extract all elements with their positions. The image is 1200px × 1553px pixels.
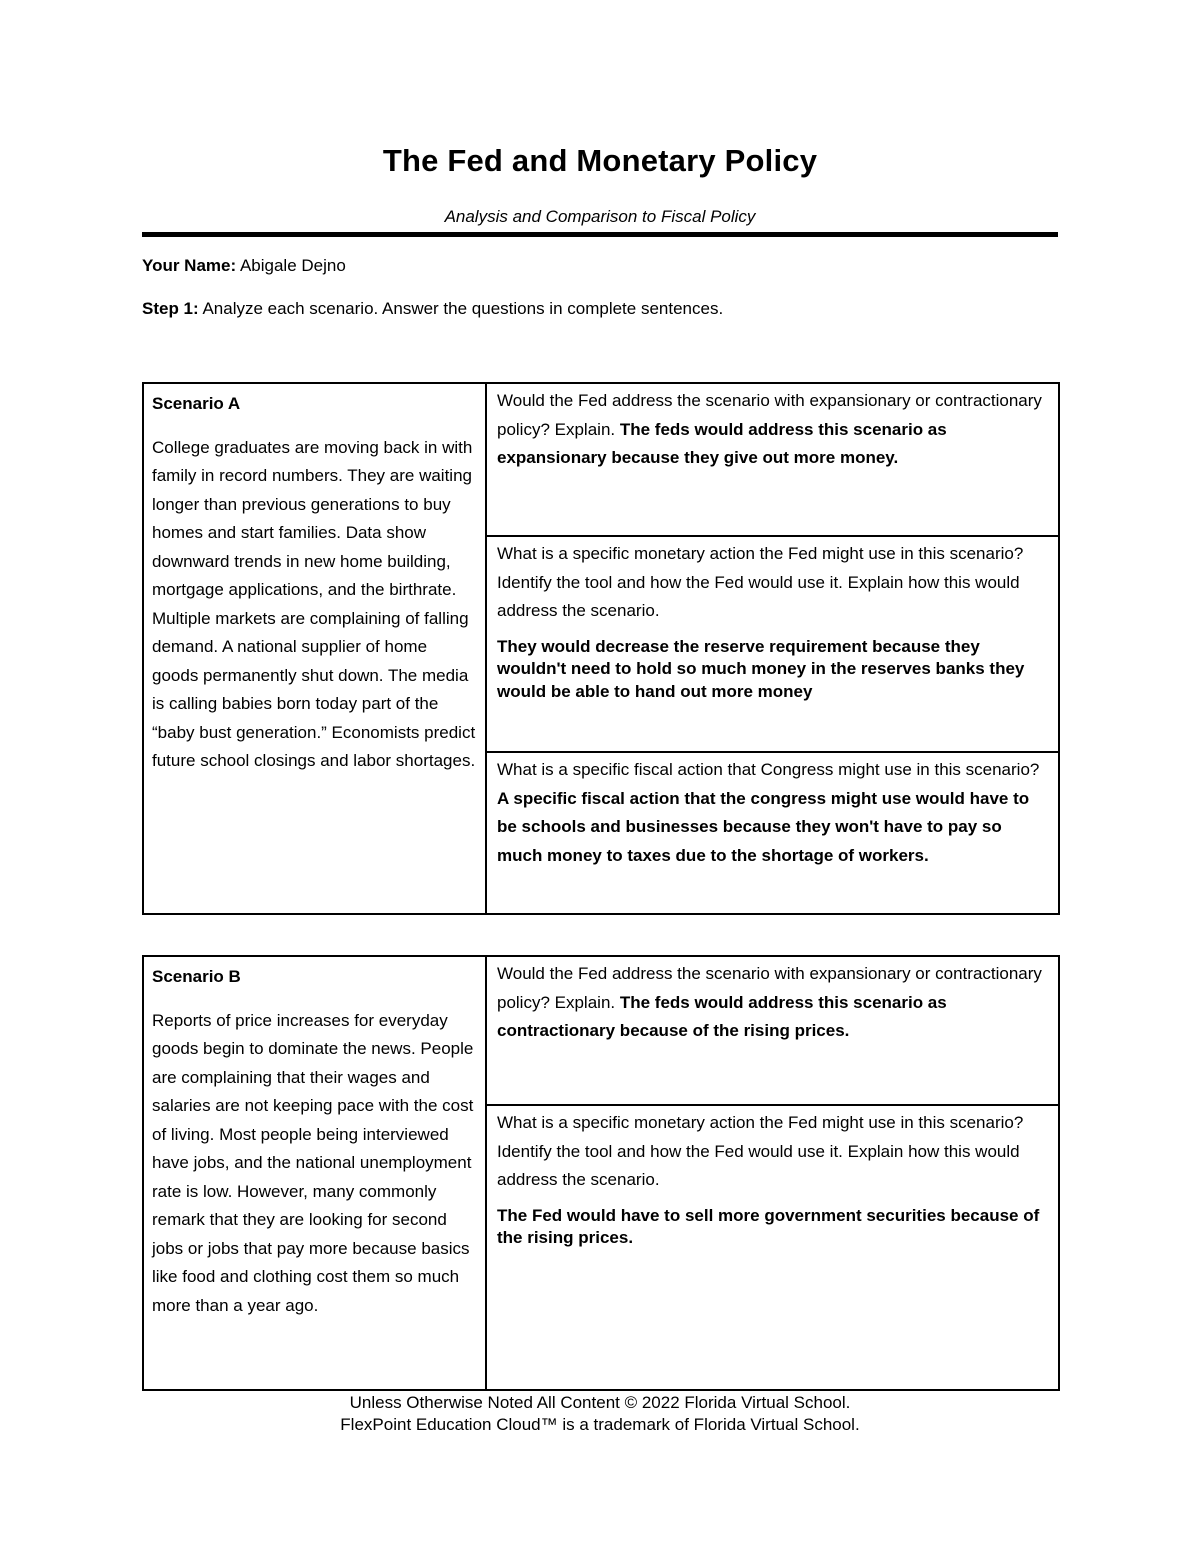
scenario-a-answer-2: They would decrease the reserve requirement because they wouldn't need to hold so much money in the reserves banks they would be able to hand out more money xyxy=(497,636,1025,701)
scenario-a-question-3-cell xyxy=(487,753,1058,913)
student-name-label: Your Name: xyxy=(142,256,237,275)
scenario-b-question-2: What is a specific monetary action the Fed might use in this scenario? Identify the tool and how the Fed would use it. Explain how this would address the scenario. xyxy=(497,1113,1024,1189)
scenario-b-question-2-cell xyxy=(487,1106,1058,1389)
scenario-b-questions xyxy=(487,957,1058,1389)
scenario-a-question-2: What is a specific monetary action the Fed might use in this scenario? Identify the tool and how the Fed would use it. Explain how this would address the scenario. xyxy=(497,544,1024,620)
scenario-b-description-cell xyxy=(144,957,487,1389)
scenario-a-table xyxy=(142,382,1060,915)
scenario-b-question-1-cell xyxy=(487,957,1058,1106)
scenario-a-question-1-cell xyxy=(487,384,1058,537)
scenario-b-answer-1: The feds would address this scenario as contractionary because of the rising prices. xyxy=(497,992,947,1040)
scenario-a-question-2-cell xyxy=(487,537,1058,753)
step-label: Step 1: xyxy=(142,299,199,318)
scenario-b-answer-2: The Fed would have to sell more government securities because of the rising prices. xyxy=(497,1205,1040,1247)
title-divider xyxy=(142,232,1058,237)
scenario-b-table xyxy=(142,955,1060,1391)
student-name-value: Abigale Dejno xyxy=(236,256,346,275)
scenario-a-description-cell xyxy=(144,384,487,913)
scenario-a-answer-1: The feds would address this scenario as expansionary because they give out more money. xyxy=(497,419,947,467)
footer-trademark: FlexPoint Education Cloud™ is a trademark of Florida Virtual School. xyxy=(340,1415,860,1434)
page-title: The Fed and Monetary Policy xyxy=(382,143,818,178)
scenario-a-answer-3: A specific fiscal action that the congress might use would have to be schools and businesses because they won't have to pay so much money to taxes due to the shortage of workers. xyxy=(497,788,1030,865)
scenario-b-heading: Scenario B xyxy=(152,967,241,986)
page-subtitle: Analysis and Comparison to Fiscal Policy xyxy=(444,207,756,226)
student-name-line xyxy=(142,256,346,276)
scenario-a-question-3: What is a specific fiscal action that Congress might use in this scenario? xyxy=(497,760,1040,779)
footer-copyright: Unless Otherwise Noted All Content © 2022 Florida Virtual School. xyxy=(349,1393,851,1412)
scenario-b-question-1: Would the Fed address the scenario with expansionary or contractionary policy? Explain. xyxy=(497,964,1042,1012)
scenario-a-heading: Scenario A xyxy=(152,394,241,413)
step-text: Analyze each scenario. Answer the questions in complete sentences. xyxy=(198,299,724,318)
footer xyxy=(0,1392,1200,1436)
scenario-b-description: Reports of price increases for everyday goods begin to dominate the news. People are complaining that their wages and salaries are not keeping pace with the cost of living. Most people being interviewed have jobs, and the national unemployment rate is low. However, many commonly remark that they are looking for second jobs or jobs that pay more because basics like food and clothing cost them so much more than a year ago. xyxy=(152,1010,474,1315)
scenario-a-description: College graduates are moving back in with family in record numbers. They are waiting longer than previous generations to buy homes and start families. Data show downward trends in new home building, mortgage applications, and the birthrate. Multiple markets are complaining of falling demand. A national supplier of home goods permanently shut down. The media is calling babies born today part of the “baby bust generation.” Economists predict future school closings and labor shortages. xyxy=(152,437,476,770)
scenario-a-questions xyxy=(487,384,1058,913)
scenario-a-question-1: Would the Fed address the scenario with expansionary or contractionary policy? Explain. xyxy=(497,391,1042,439)
step-instruction xyxy=(142,299,723,319)
